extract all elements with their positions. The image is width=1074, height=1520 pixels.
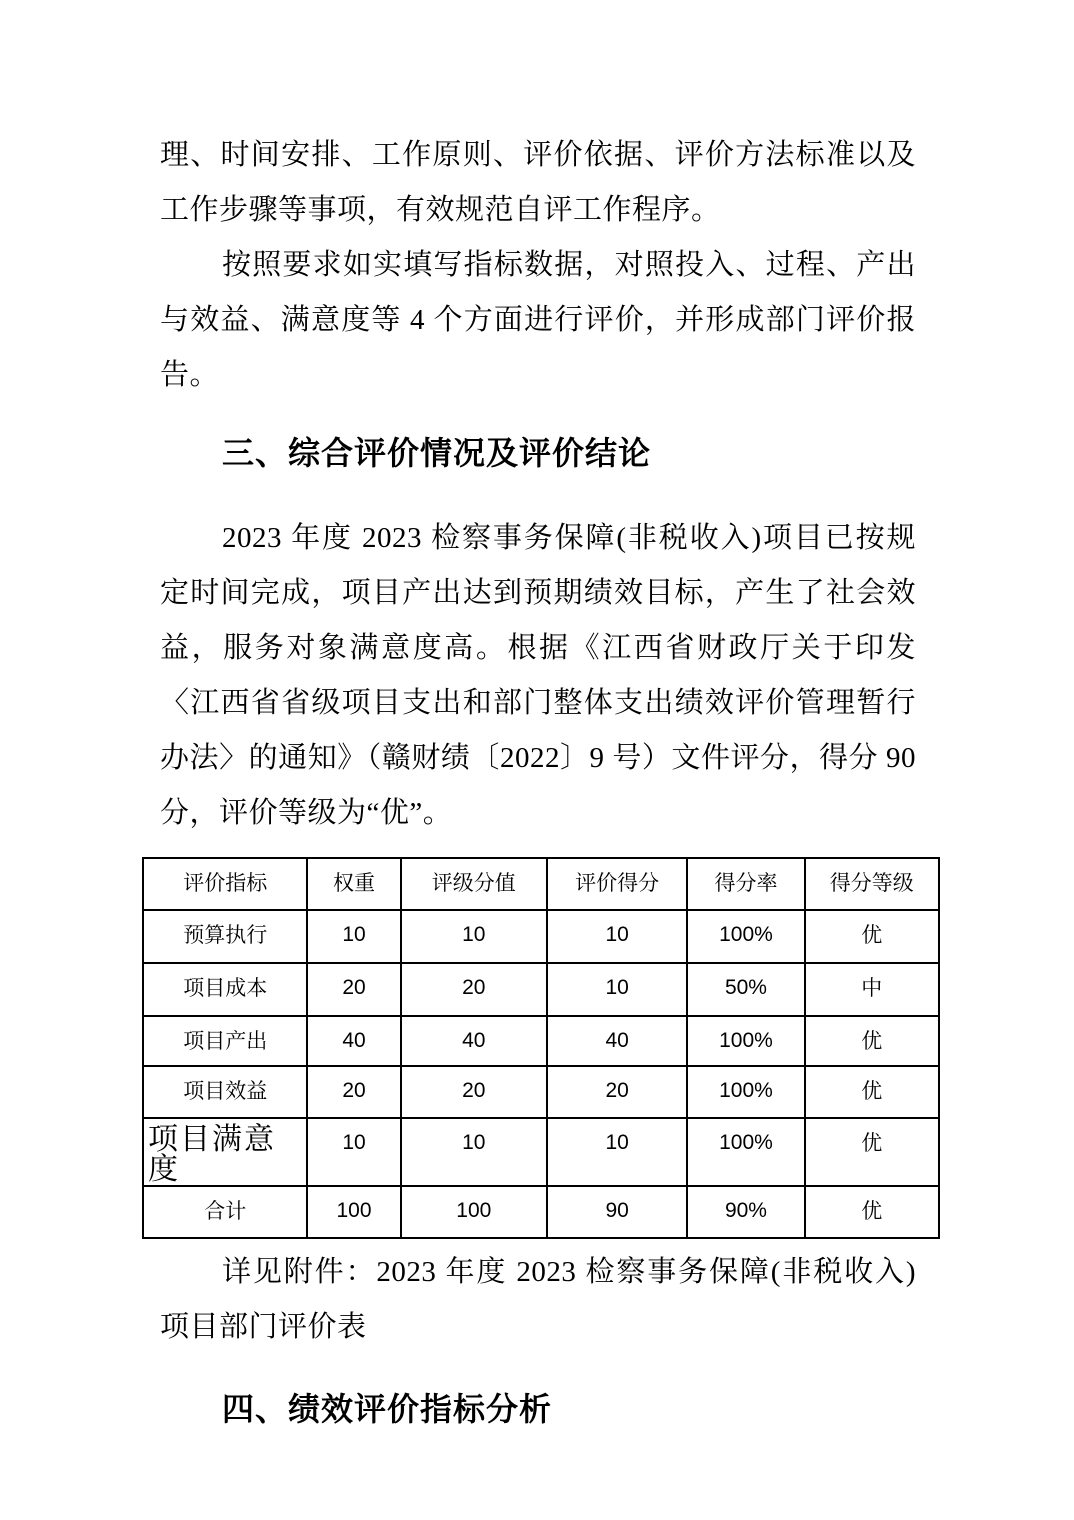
paragraph-procedure-continuation: 理、时间安排、工作原则、评价依据、评价方法标准以及工作步骤等事项，有效规范自评工作程序。 — [160, 139, 916, 226]
table-cell: 10 — [547, 910, 687, 963]
header-cell-rating-score: 评级分值 — [401, 858, 547, 910]
table-cell: 优 — [805, 1118, 939, 1186]
table-cell: 项目满意度 — [143, 1118, 307, 1186]
table-cell: 100 — [401, 1186, 547, 1238]
table-cell: 10 — [401, 910, 547, 963]
table-header-row — [143, 858, 939, 910]
table-row-project-benefit — [143, 1066, 939, 1118]
header-cell-eval-score: 评价得分 — [547, 858, 687, 910]
table-cell: 项目效益 — [143, 1066, 307, 1118]
header-cell-score-rate: 得分率 — [687, 858, 804, 910]
table-cell: 10 — [307, 1118, 400, 1186]
table-cell: 20 — [547, 1066, 687, 1118]
table-cell: 优 — [805, 1186, 939, 1238]
header-cell-indicator: 评价指标 — [143, 858, 307, 910]
table-cell: 10 — [307, 910, 400, 963]
table-cell: 40 — [401, 1016, 547, 1066]
table-row-project-output — [143, 1016, 939, 1066]
table-cell: 40 — [547, 1016, 687, 1066]
table-cell: 10 — [547, 1118, 687, 1186]
table-cell: 中 — [805, 963, 939, 1016]
table-cell: 100% — [687, 1066, 804, 1118]
table-cell: 50% — [687, 963, 804, 1016]
table-cell: 预算执行 — [143, 910, 307, 963]
table-cell: 20 — [401, 1066, 547, 1118]
table-row-project-satisfaction — [143, 1118, 939, 1186]
table-cell: 10 — [401, 1118, 547, 1186]
table-cell: 100% — [687, 1118, 804, 1186]
table-cell: 100% — [687, 1016, 804, 1066]
table-cell: 优 — [805, 1066, 939, 1118]
table-row-budget-execution — [143, 910, 939, 963]
table-cell: 优 — [805, 910, 939, 963]
paragraph-evaluation-conclusion: 2023 年度 2023 检察事务保障(非税收入)项目已按规定时间完成，项目产出达到预期绩效目标，产生了社会效益，服务对象满意度高。根据《江西省财政厅关于印发〈江西省省级项目支出和部门整体支出绩效评价管理暂行办法〉的通知》（赣财绩〔2022〕9 号）文件评分，得分 90 分，评价等级为“优”。 — [160, 522, 916, 829]
table-cell: 20 — [307, 963, 400, 1016]
table-cell: 项目产出 — [143, 1016, 307, 1066]
table-cell: 优 — [805, 1016, 939, 1066]
table-cell: 20 — [307, 1066, 400, 1118]
table-cell: 100% — [687, 910, 804, 963]
table-cell: 40 — [307, 1016, 400, 1066]
header-cell-score-grade: 得分等级 — [805, 858, 939, 910]
section-heading-indicator-analysis: 四、绩效评价指标分析 — [222, 1391, 553, 1427]
table-row-project-cost — [143, 963, 939, 1016]
evaluation-score-table — [142, 857, 940, 1239]
table-cell: 90% — [687, 1186, 804, 1238]
table-row-total — [143, 1186, 939, 1238]
table-cell: 100 — [307, 1186, 400, 1238]
paragraph-indicator-filling: 按照要求如实填写指标数据，对照投入、过程、产出与效益、满意度等 4 个方面进行评价，并形成部门评价报告。 — [160, 249, 916, 391]
table-cell: 10 — [547, 963, 687, 1016]
header-cell-weight: 权重 — [307, 858, 400, 910]
table-cell: 合计 — [143, 1186, 307, 1238]
table-cell: 90 — [547, 1186, 687, 1238]
table-cell: 20 — [401, 963, 547, 1016]
paragraph-attachment-note: 详见附件：2023 年度 2023 检察事务保障(非税收入)项目部门评价表 — [160, 1256, 916, 1343]
table-cell: 项目成本 — [143, 963, 307, 1016]
section-heading-comprehensive-evaluation: 三、综合评价情况及评价结论 — [222, 435, 652, 471]
